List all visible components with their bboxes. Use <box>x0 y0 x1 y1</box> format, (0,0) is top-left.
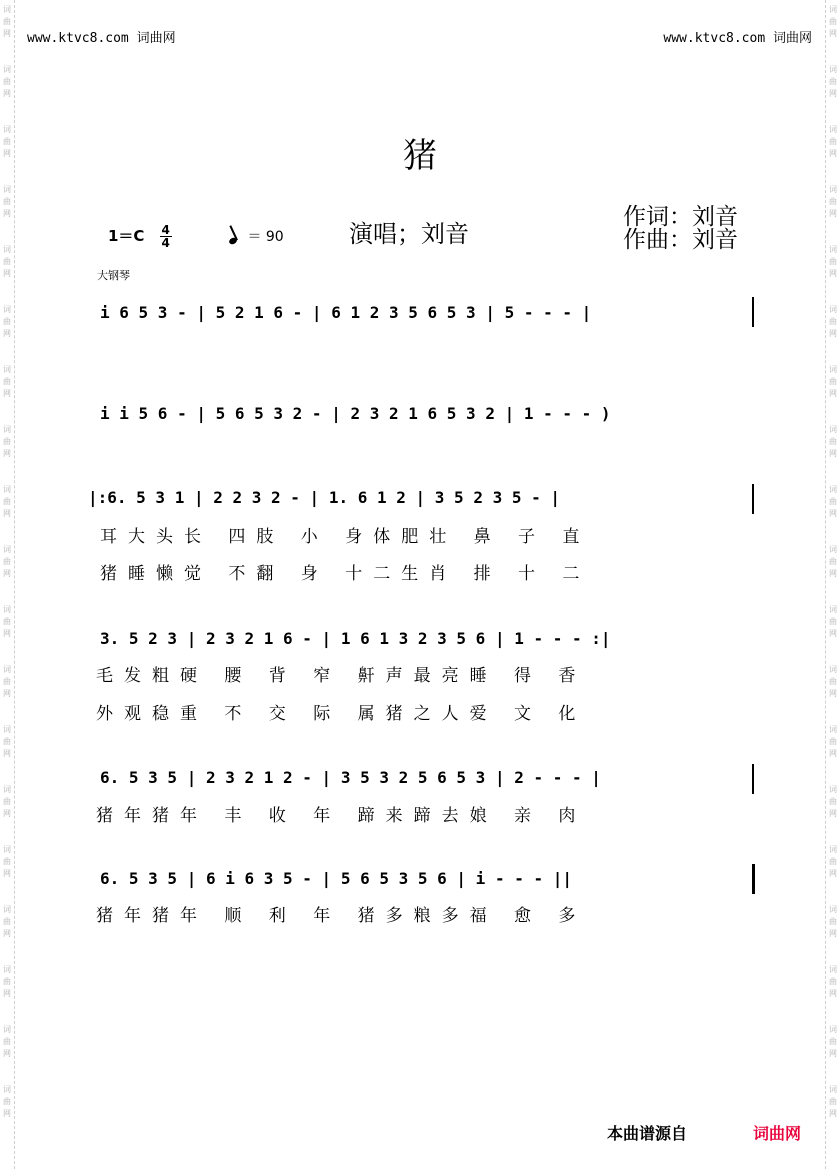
side-watermark-mark: 词 曲 网 <box>829 245 837 278</box>
source-brand-link[interactable]: 词曲网 <box>753 1124 802 1143</box>
header-right-url[interactable]: www.ktvc8.com <box>663 31 766 46</box>
side-watermark-mark: 词 曲 网 <box>3 425 11 458</box>
side-watermark-mark: 词 曲 网 <box>3 305 11 338</box>
quarter-note-icon <box>228 237 238 246</box>
final-barline <box>752 864 755 894</box>
side-watermark-mark: 词 曲 网 <box>3 125 11 158</box>
instrument-label: 大钢琴 <box>97 269 130 282</box>
side-watermark-mark: 词 曲 网 <box>829 905 837 938</box>
side-watermark-mark: 词 曲 网 <box>829 1025 837 1058</box>
composer-credit: 作曲：刘音 <box>623 227 738 253</box>
side-watermark-mark: 词 曲 网 <box>3 65 11 98</box>
side-watermark-mark: 词 曲 网 <box>3 845 11 878</box>
tempo-value: ＝ 90 <box>247 229 284 245</box>
side-watermark-mark: 词 曲 网 <box>3 725 11 758</box>
side-watermark-mark: 词 曲 网 <box>3 605 11 638</box>
side-watermark-mark: 词 曲 网 <box>829 665 837 698</box>
side-watermark-mark: 词 曲 网 <box>829 845 837 878</box>
header-right-link[interactable] <box>663 27 812 46</box>
side-watermark-mark: 词 曲 网 <box>3 905 11 938</box>
side-watermark-mark: 词 曲 网 <box>829 125 837 158</box>
row-5-end-barline <box>752 764 754 794</box>
lyrics-row-4-verse-2: 外观稳重 不 交 际 属猪之人爱 文 化 <box>96 704 587 724</box>
side-watermark-mark: 词 曲 网 <box>3 245 11 278</box>
score-row-1: i 6 5 3 - | 5 2 1 6 - | 6 1 2 3 5 6 5 3 | 5 - - - | <box>100 303 592 322</box>
side-watermark-mark: 词 曲 网 <box>3 185 11 218</box>
side-watermark-mark: 词 曲 网 <box>829 545 837 578</box>
score-row-4: 3. 5 2 3 | 2 3 2 1 6 - | 1 6 1 3 2 3 5 6 | 1 - - - :| <box>100 629 611 648</box>
side-watermark-mark: 词 曲 网 <box>829 1085 837 1118</box>
key-signature <box>108 224 172 249</box>
lyrics-row-3-verse-1: 耳大头长 四肢 小 身体肥壮 鼻 子 直 <box>100 527 591 547</box>
side-watermark-mark: 词 曲 网 <box>3 1025 11 1058</box>
lyrics-row-5: 猪年猪年 丰 收 年 蹄来蹄去娘 亲 肉 <box>96 806 587 826</box>
time-top: 4 <box>161 223 170 237</box>
lyrics-row-4-verse-1: 毛发粗硬 腰 背 窄 鼾声最亮睡 得 香 <box>96 666 587 686</box>
score-row-2: i i 5 6 - | 5 6 5 3 2 - | 2 3 2 1 6 5 3 2 | 1 - - - ) <box>100 404 611 423</box>
side-watermark-mark: 词 曲 网 <box>3 485 11 518</box>
time-bottom: 4 <box>161 236 170 250</box>
row-1-end-barline <box>752 297 754 327</box>
side-watermark-mark: 词 曲 网 <box>829 485 837 518</box>
side-watermark-mark: 词 曲 网 <box>829 605 837 638</box>
lyrics-row-3-verse-2: 猪睡懒觉 不翻 身 十二生肖 排 十 二 <box>100 564 591 584</box>
side-watermark-mark: 词 曲 网 <box>3 1085 11 1118</box>
side-watermark-mark: 词 曲 网 <box>829 725 837 758</box>
side-watermark-mark: 词 曲 网 <box>829 185 837 218</box>
side-watermark-mark: 词 曲 网 <box>829 965 837 998</box>
header-left-link[interactable] <box>27 27 176 46</box>
header-left-url[interactable]: www.ktvc8.com <box>27 31 129 46</box>
song-title: 猪 <box>403 136 437 176</box>
row-3-end-barline <box>752 484 754 514</box>
side-watermark-mark: 词 曲 网 <box>3 545 11 578</box>
score-row-3: |:6. 5 3 1 | 2 2 3 2 - | 1. 6 1 2 | 3 5 2 3 5 - | <box>88 488 561 507</box>
key-value: 1＝C <box>108 227 145 245</box>
side-watermark-mark: 词 曲 网 <box>829 365 837 398</box>
time-signature <box>160 224 172 249</box>
score-row-5: 6. 5 3 5 | 2 3 2 1 2 - | 3 5 3 2 5 6 5 3 | 2 - - - | <box>100 768 601 787</box>
header-right-brand[interactable]: 词曲网 <box>772 31 812 46</box>
side-watermark-mark: 词 曲 网 <box>3 365 11 398</box>
side-watermark-mark: 词 曲 网 <box>829 305 837 338</box>
source-label: 本曲谱源自 <box>607 1124 688 1143</box>
side-watermark-mark: 词 曲 网 <box>3 5 11 38</box>
lyrics-row-6: 猪年猪年 顺 利 年 猪多粮多福 愈 多 <box>96 906 587 926</box>
side-watermark-mark: 词 曲 网 <box>829 425 837 458</box>
side-watermark-mark: 词 曲 网 <box>829 785 837 818</box>
singer-credit: 演唱；刘音 <box>349 220 469 248</box>
side-watermark-mark: 词 曲 网 <box>829 65 837 98</box>
lyricist-credit: 作词：刘音 <box>623 204 738 230</box>
tempo <box>229 226 284 246</box>
header-left-brand[interactable]: 词曲网 <box>136 31 176 46</box>
side-watermark-mark: 词 曲 网 <box>829 5 837 38</box>
score-row-6: 6. 5 3 5 | 6 i 6 3 5 - | 5 6 5 3 5 6 | i - - - || <box>100 869 573 888</box>
side-watermark-mark: 词 曲 网 <box>3 665 11 698</box>
side-watermark-mark: 词 曲 网 <box>3 965 11 998</box>
side-watermark-mark: 词 曲 网 <box>3 785 11 818</box>
